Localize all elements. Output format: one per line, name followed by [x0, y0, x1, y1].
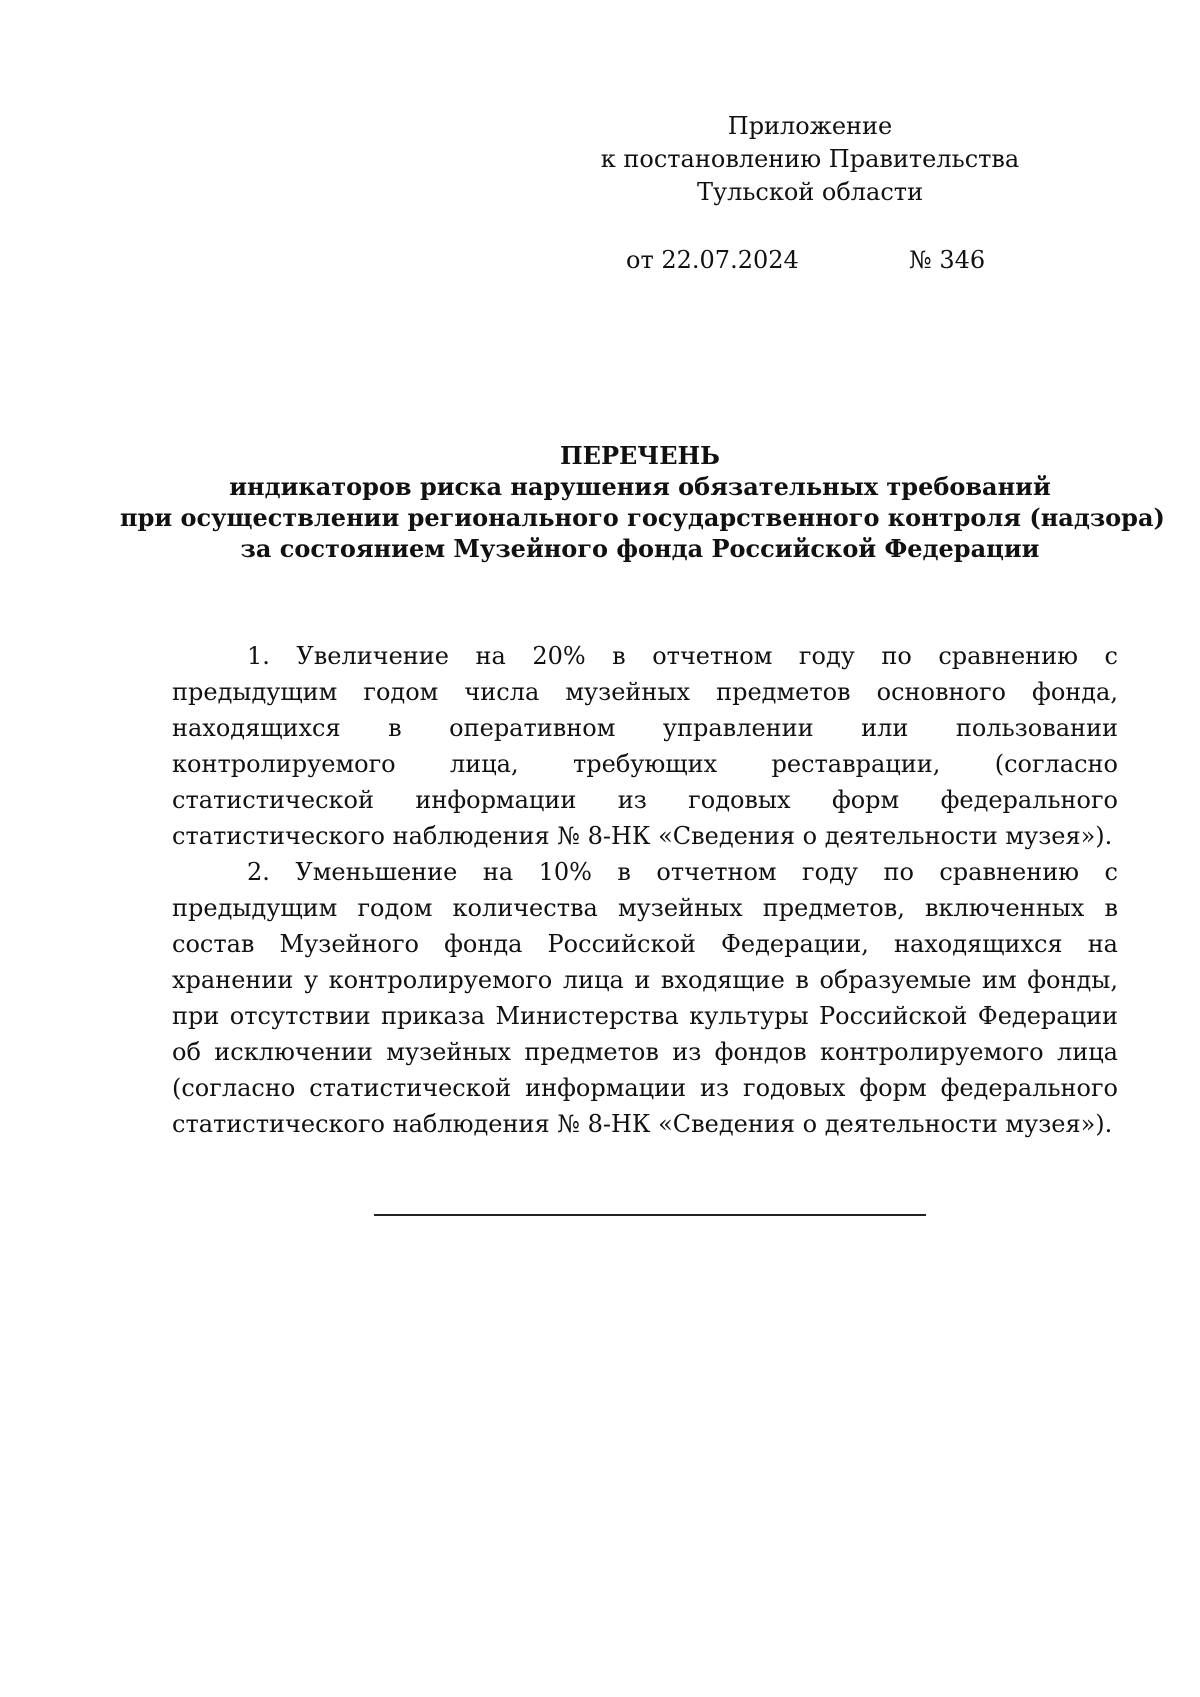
indicator-item-2: 2. Уменьшение на 10% в отчетном году по сравнению с предыдущим годом количества музейных предметов, включенных в состав Музейного фонда Российской Федерации, находящихся на хранении у контролируемого лица и входящие в образуемые им фонды, при отсутствии приказа Министерства культуры Российской Федерации об исключении музейных предметов из фондов контролируемого лица (согласно статистической информации из годовых форм федерального статистического наблюдения № 8-НК «Сведения о деятельности музея»). — [172, 858, 1118, 1138]
decree-date: от 22.07.2024 — [626, 246, 799, 274]
document-title — [120, 440, 1165, 564]
title-heading: ПЕРЕЧЕНЬ — [560, 441, 720, 470]
end-divider — [374, 1214, 926, 1216]
decree-number: № 346 — [909, 246, 986, 274]
indicator-item-1: 1. Увеличение на 20% в отчетном году по сравнению с предыдущим годом числа музейных предметов основного фонда, находящихся в оперативном управлении или пользовании контролируемого лица, требующих реставрации, (согласно статистической информации из годовых форм федерального статистического наблюдения № 8-НК «Сведения о деятельности музея»). — [172, 642, 1118, 850]
title-line-1: индикаторов риска нарушения обязательных требований — [229, 472, 1051, 501]
appendix-header — [560, 110, 1060, 209]
appendix-decree-ref: к постановлению Правительства — [600, 145, 1020, 173]
title-line-3: за состоянием Музейного фонда Российской Федерации — [240, 534, 1040, 563]
title-line-2: при осуществлении регионального государственного контроля (надзора) — [120, 503, 1165, 532]
indicator-list — [172, 638, 1118, 1142]
appendix-region: Тульской области — [696, 178, 924, 206]
appendix-label: Приложение — [727, 112, 893, 140]
